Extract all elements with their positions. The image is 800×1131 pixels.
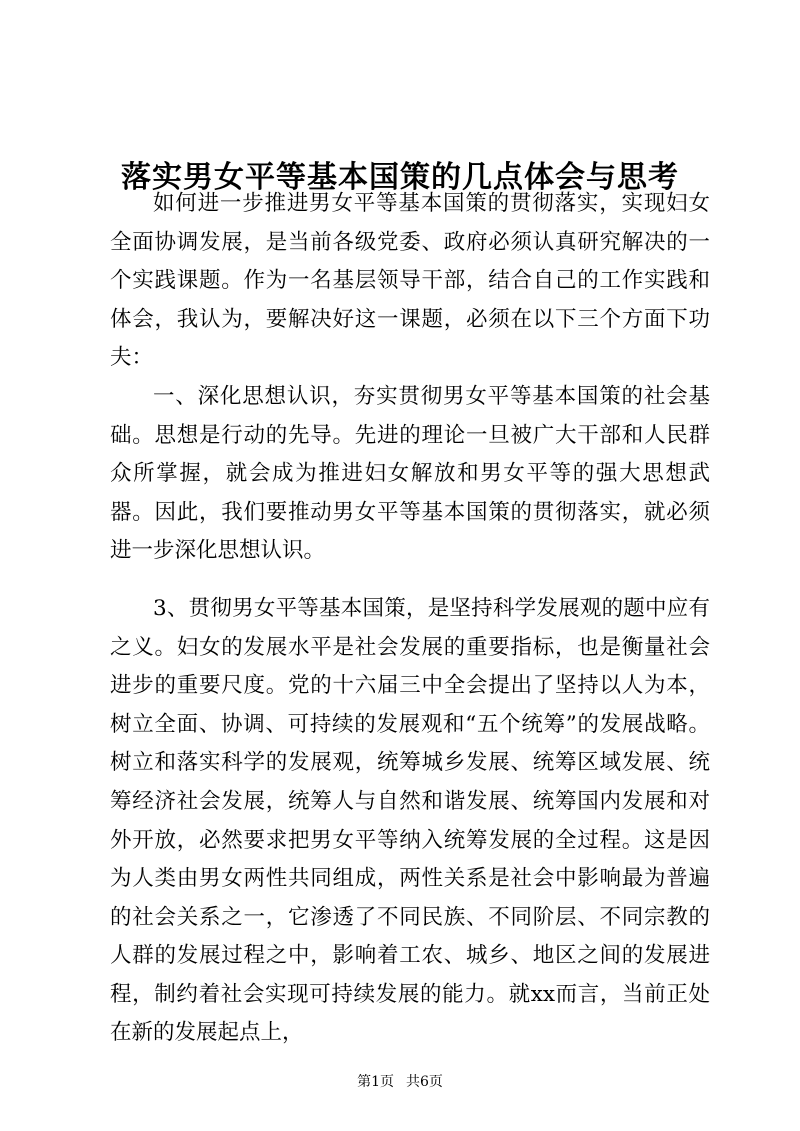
document-title: 落实男女平等基本国策的几点体会与思考 xyxy=(121,160,679,196)
document-body xyxy=(110,185,710,1053)
paragraph-section-one: 一、深化思想认识，夯实贯彻男女平等基本国策的社会基础。思想是行动的先导。先进的理论一旦被广大干部和人民群众所掌握，就会成为推进妇女解放和男女平等的强大思想武器。因此，我们要推动男女平等基本国策的贯彻落实，就必须进一步深化思想认识。 xyxy=(110,383,710,564)
page-footer xyxy=(0,1072,800,1092)
page-number: 第1页 xyxy=(357,1074,394,1090)
paragraph-intro: 如何进一步推进男女平等基本国策的贯彻落实，实现妇女全面协调发展，是当前各级党委、政府必须认真研究解决的一个实践课题。作为一名基层领导干部，结合自己的工作实践和体会，我认为，要解决好这一课题，必须在以下三个方面下功夫： xyxy=(110,191,710,371)
paragraph-point-three: 3、贯彻男女平等基本国策，是坚持科学发展观的题中应有之义。妇女的发展水平是社会发展的重要指标，也是衡量社会进步的重要尺度。党的十六届三中全会提出了坚持以人为本，树立全面、协调、可持续的发展观和“五个统筹”的发展战略。树立和落实科学的发展观，统筹城乡发展、统筹区域发展、统筹经济社会发展，统筹人与自然和谐发展、统筹国内发展和对外开放，必然要求把男女平等纳入统筹发展的全过程。这是因为人类由男女两性共同组成，两性关系是社会中影响最为普遍的社会关系之一，它渗透了不同民族、不同阶层、不同宗教的人群的发展过程之中，影响着工农、城乡、地区之间的发展进程，制约着社会实现可持续发展的能力。就xx而言，当前正处在新的发展起点上， xyxy=(110,595,710,1046)
page-total: 共6页 xyxy=(406,1074,443,1090)
